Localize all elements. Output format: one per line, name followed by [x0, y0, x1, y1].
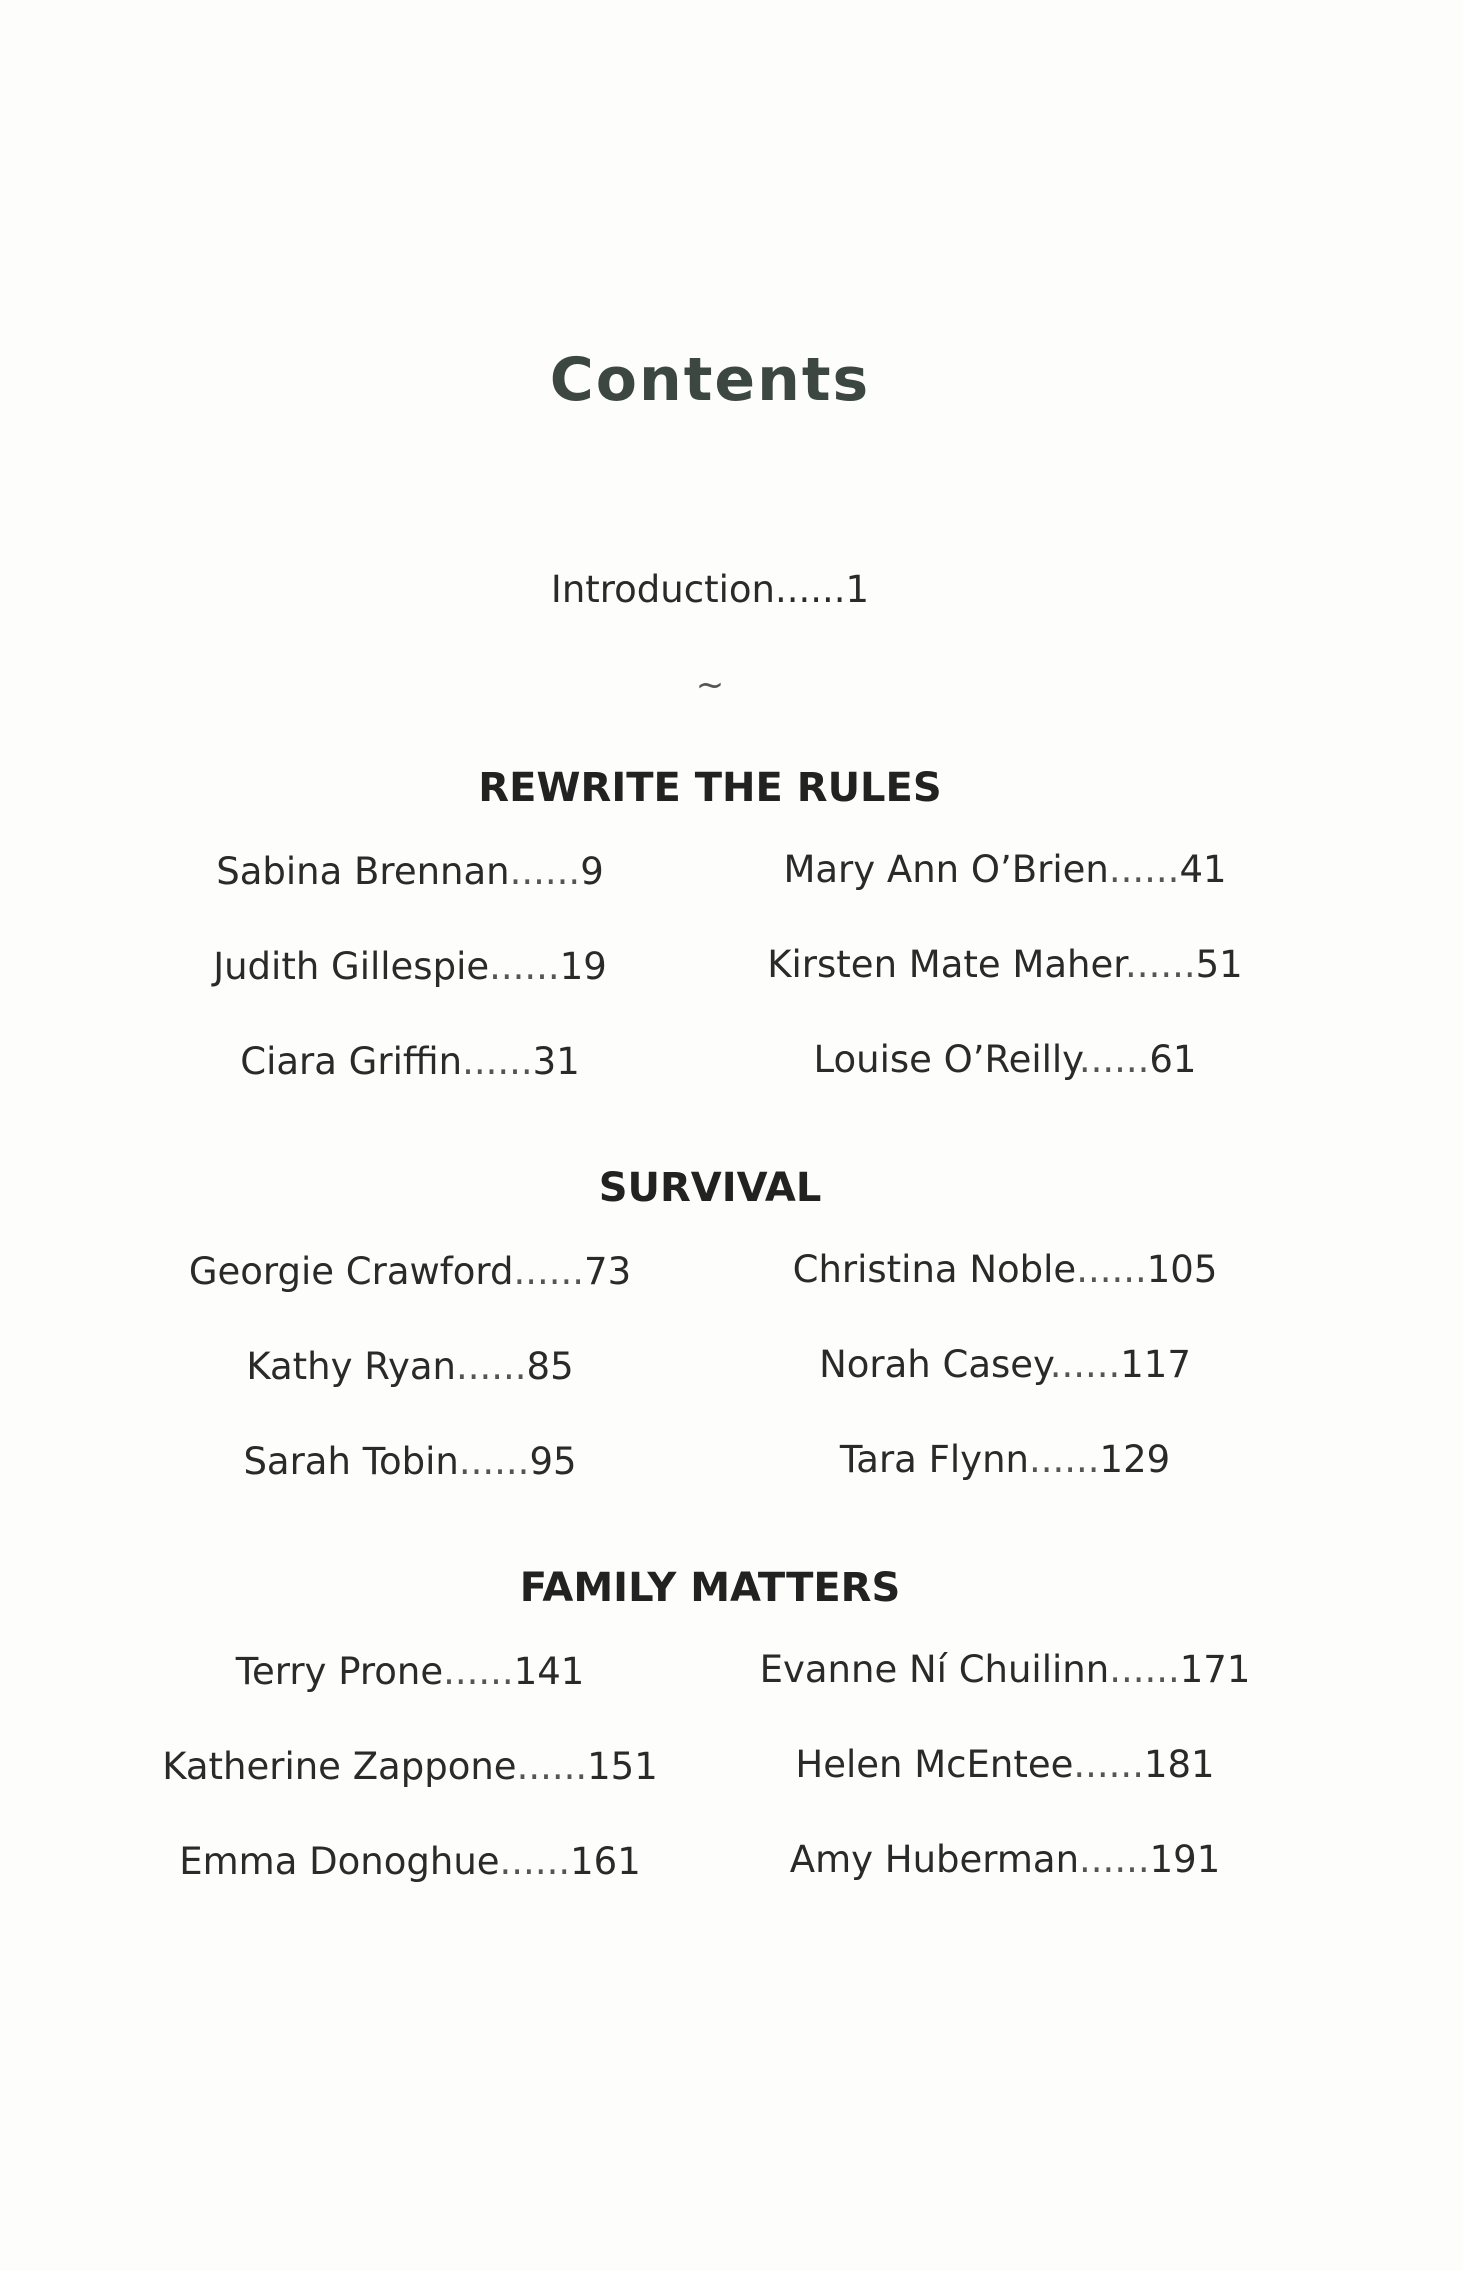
- entry-page-number: 31: [532, 1040, 580, 1083]
- entry-leader-dots: ......: [1049, 1343, 1121, 1386]
- entry-page-number: 191: [1149, 1838, 1221, 1881]
- entry-page-number: 141: [513, 1650, 585, 1693]
- toc-entry-introduction: [0, 568, 1420, 611]
- entry-leader-dots: ......: [458, 1440, 530, 1483]
- entry-page-number: 129: [1099, 1438, 1171, 1481]
- entry-page-number: 105: [1146, 1248, 1218, 1291]
- entry-leader-dots: ......: [1079, 1838, 1150, 1881]
- toc-entry: [150, 850, 670, 893]
- toc-entry: [150, 1250, 670, 1293]
- entry-leader-dots: ......: [1109, 1648, 1180, 1691]
- entry-name: Tara Flynn: [839, 1438, 1029, 1481]
- entry-leader-dots: ......: [455, 1345, 527, 1388]
- entry-name: Terry Prone: [235, 1650, 444, 1693]
- toc-entry: [150, 1840, 670, 1883]
- entry-page-number: 151: [587, 1745, 658, 1788]
- entry-page-number: 51: [1195, 943, 1243, 986]
- entry-name: Louise O’Reilly: [813, 1038, 1079, 1081]
- entry-leader-dots: ......: [1078, 1038, 1150, 1081]
- entry-name: Georgie Crawford: [188, 1250, 514, 1293]
- entry-leader-dots: ......: [489, 945, 560, 988]
- entry-page-number: 95: [529, 1440, 577, 1483]
- entry-leader-dots: ......: [1073, 1743, 1144, 1786]
- entry-name: Norah Casey: [819, 1343, 1050, 1386]
- entry-name: Sarah Tobin: [243, 1440, 459, 1483]
- toc-entry: [745, 848, 1265, 891]
- entry-page-number: 1: [845, 568, 870, 611]
- toc-entry: [150, 1745, 670, 1788]
- entry-name: Sabina Brennan: [216, 850, 510, 893]
- entry-page-number: 171: [1179, 1648, 1251, 1691]
- entry-page-number: 73: [584, 1250, 632, 1293]
- entry-name: Emma Donoghue: [179, 1840, 500, 1883]
- toc-entry: [745, 1038, 1265, 1081]
- section-divider: ~: [695, 665, 725, 705]
- section-heading-family-matters: FAMILY MATTERS: [519, 1565, 901, 1611]
- toc-entry: [150, 945, 670, 988]
- entry-leader-dots: ......: [513, 1250, 585, 1293]
- toc-entry: [150, 1345, 670, 1388]
- entry-leader-dots: ......: [1076, 1248, 1147, 1291]
- entry-name: Katherine Zappone: [162, 1745, 517, 1788]
- entry-name: Christina Noble: [792, 1248, 1077, 1291]
- entry-page-number: 85: [526, 1345, 574, 1388]
- entry-name: Introduction: [550, 568, 775, 611]
- toc-entry: [745, 1838, 1265, 1881]
- entry-leader-dots: ......: [462, 1040, 533, 1083]
- toc-entry: [745, 1648, 1265, 1691]
- entry-leader-dots: ......: [499, 1840, 571, 1883]
- entry-name: Judith Gillespie: [213, 945, 490, 988]
- entry-leader-dots: ......: [1028, 1438, 1100, 1481]
- entry-leader-dots: ......: [774, 568, 846, 611]
- entry-name: Kirsten Mate Maher: [767, 943, 1126, 986]
- section-heading-survival: SURVIVAL: [598, 1165, 822, 1211]
- toc-entry: [150, 1650, 670, 1693]
- entry-name: Ciara Griffin: [240, 1040, 463, 1083]
- entry-page-number: 9: [580, 850, 604, 893]
- entry-page-number: 117: [1120, 1343, 1191, 1386]
- toc-entry: [150, 1040, 670, 1083]
- page-title: Contents: [549, 345, 871, 415]
- entry-page-number: 41: [1179, 848, 1227, 891]
- entry-name: Amy Huberman: [789, 1838, 1080, 1881]
- entry-page-number: 161: [570, 1840, 641, 1883]
- entry-leader-dots: ......: [1125, 943, 1196, 986]
- toc-entry: [745, 943, 1265, 986]
- toc-entry: [745, 1438, 1265, 1481]
- entry-name: Evanne Ní Chuilinn: [759, 1648, 1110, 1691]
- entry-name: Kathy Ryan: [246, 1345, 456, 1388]
- toc-entry: [745, 1743, 1265, 1786]
- toc-entry: [745, 1248, 1265, 1291]
- entry-leader-dots: ......: [443, 1650, 514, 1693]
- entry-leader-dots: ......: [1108, 848, 1180, 891]
- section-heading-rewrite-the-rules: REWRITE THE RULES: [478, 765, 942, 811]
- entry-page-number: 61: [1149, 1038, 1197, 1081]
- entry-page-number: 19: [559, 945, 607, 988]
- toc-entry: [150, 1440, 670, 1483]
- entry-leader-dots: ......: [509, 850, 581, 893]
- entry-name: Mary Ann O’Brien: [783, 848, 1109, 891]
- entry-leader-dots: ......: [516, 1745, 588, 1788]
- toc-entry: [745, 1343, 1265, 1386]
- entry-page-number: 181: [1143, 1743, 1215, 1786]
- entry-name: Helen McEntee: [795, 1743, 1074, 1786]
